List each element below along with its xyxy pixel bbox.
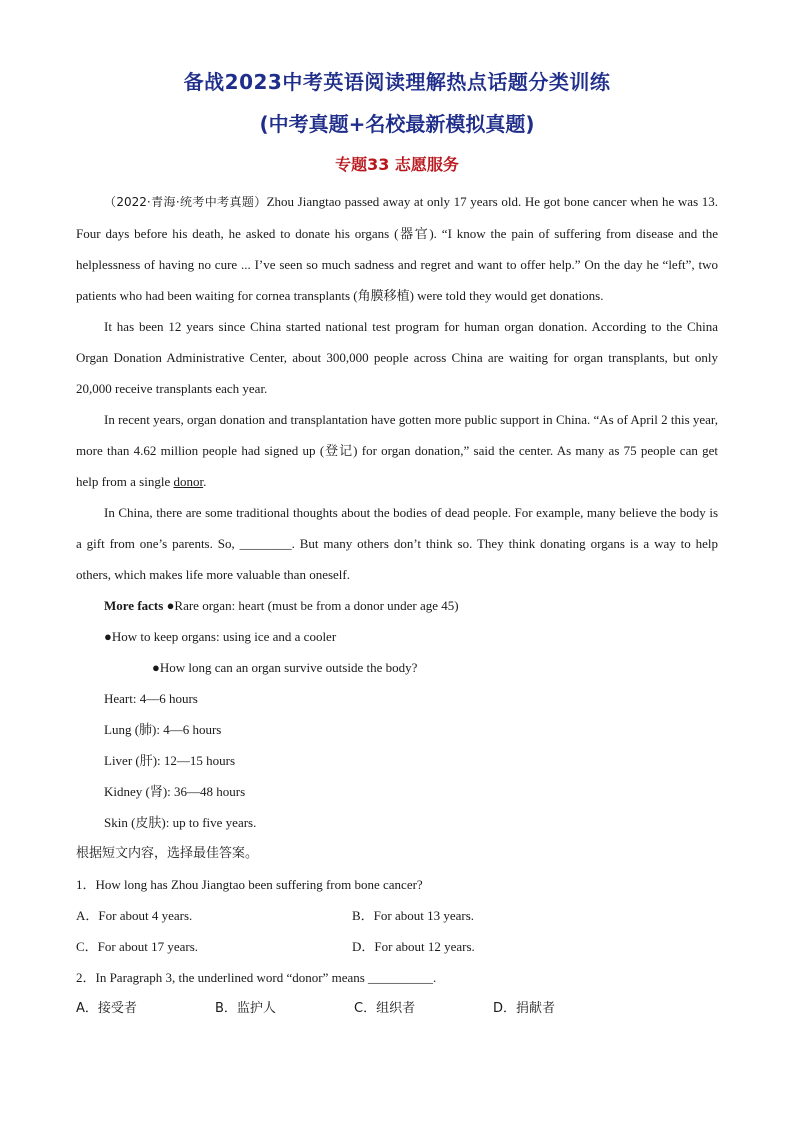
facts-line-1 xyxy=(104,590,718,621)
option-c: C．For about 17 years. xyxy=(76,939,199,954)
facts-item: Heart: 4—6 hours xyxy=(104,691,198,706)
paragraph-1 xyxy=(76,186,718,311)
facts-item: Liver (肝): 12—15 hours xyxy=(104,753,236,768)
facts-rare-organ: ●Rare organ: heart (must be from a donor under age 45) xyxy=(163,598,459,613)
paragraph-2: It has been 12 years since China started national test program for human organ donation. According to the China Organ Donation Administrative Center, about 300,000 people across China are waiting for organ transplants, but only 20,000 receive transplants each year. xyxy=(76,319,718,396)
underlined-word-donor: donor xyxy=(173,474,204,489)
instructions: 根据短文内容，选择最佳答案。 xyxy=(76,846,259,861)
passage-body xyxy=(76,186,718,1024)
paragraph-4: In China, there are some traditional thoughts about the bodies of dead people. For example, many believe the body is a gift from one’s parents. So, ________. But many others don’t think so. They think donating organs is a way to help others, which makes life more valuable than oneself. xyxy=(76,505,718,582)
source-tag: （2022·青海·统考中考真题） xyxy=(104,195,267,209)
option-a: A．For about 4 years. xyxy=(76,908,193,923)
paragraph-3-end: . xyxy=(203,474,207,489)
question-1-options-row-2 xyxy=(76,931,718,962)
page-subtitle: (中考真题+名校最新模拟真题) xyxy=(259,112,535,136)
facts-item: Kidney (肾): 36—48 hours xyxy=(104,784,246,799)
facts-item: Skin (皮肤): up to five years. xyxy=(104,815,257,830)
question-2-options xyxy=(76,993,718,1024)
facts-line-2: ●How to keep organs: using ice and a cooler xyxy=(104,629,337,644)
option-d: D．捐献者 xyxy=(493,1001,556,1016)
option-d: D．For about 12 years. xyxy=(352,939,475,954)
question-1-stem: 1．How long has Zhou Jiangtao been suffering from bone cancer? xyxy=(76,877,423,892)
question-1-options-row-1 xyxy=(76,900,718,931)
facts-line-3: ●How long can an organ survive outside the body? xyxy=(152,660,418,675)
paragraph-1-text: Zhou Jiangtao passed away at only 17 years old. He got bone cancer when he was 13. Four days before his death, he asked to donate his organs (器官). “I know the pain of suffering from disease and the helplessness of having no cure ... I’ve seen so much sadness and regret and want to offer help.” On the day he “left”, two patients who had been waiting for cornea transplants (角膜移植) were told they would get donations. xyxy=(76,194,718,303)
paragraph-3-text: In recent years, organ donation and transplantation have gotten more public support in China. “As of April 2 this year, more than 4.62 million people had signed up (登记) for organ donation,” said the center. As many as 75 people can get help from a single xyxy=(76,412,718,489)
page-title: 备战2023中考英语阅读理解热点话题分类训练 xyxy=(183,70,611,94)
paragraph-3 xyxy=(76,404,718,497)
option-b: B．For about 13 years. xyxy=(352,908,475,923)
facts-item: Lung (肺): 4—6 hours xyxy=(104,722,222,737)
option-a: A．接受者 xyxy=(76,1001,137,1016)
option-c: C．组织者 xyxy=(354,1001,416,1016)
topic-heading: 专题33 志愿服务 xyxy=(335,155,459,174)
more-facts-box xyxy=(104,590,718,838)
question-2-stem: 2．In Paragraph 3, the underlined word “donor” means __________. xyxy=(76,970,437,985)
option-b: B．监护人 xyxy=(215,1001,276,1016)
facts-label: More facts xyxy=(104,598,164,613)
